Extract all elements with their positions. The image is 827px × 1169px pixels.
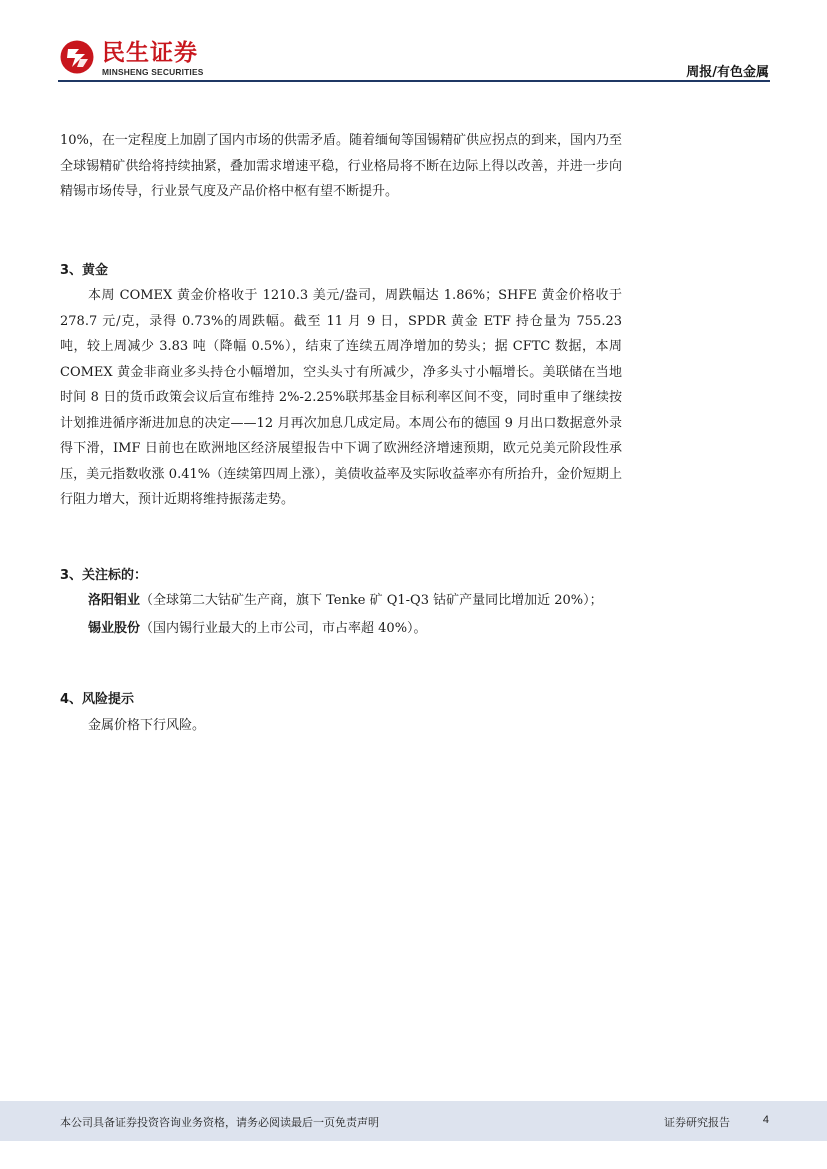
section-heading-risk: 4、风险提示 [60, 692, 135, 707]
stock-description: （全球第二大钴矿生产商，旗下 Tenke 矿 Q1-Q3 钴矿产量同比增加近 20%）； [140, 593, 603, 608]
report-body [60, 128, 622, 738]
section-heading-gold: 3、黄金 [60, 262, 109, 278]
footer-report-label: 证券研究报告 [664, 1116, 730, 1129]
watchlist-item [60, 616, 622, 642]
header-divider [58, 80, 770, 82]
intro-paragraph: 10%，在一定程度上加剧了国内市场的供需矛盾。随着缅甸等国锡精矿供应拐点的到来，国内乃至全球锡精矿供给将持续抽紧，叠加需求增速平稳，行业格局将不断在边际上得以改善，并进一步向精锡市场传导，行业景气度及产品价格中枢有望不断提升。 [60, 133, 622, 199]
page-footer [0, 1101, 827, 1141]
logo-text-en: MINSHENG SECURITIES [102, 67, 204, 77]
watchlist-item [60, 588, 622, 614]
gold-paragraph: 本周 COMEX 黄金价格收于 1210.3 美元/盎司，周跌幅达 1.86%；SHFE 黄金价格收于 278.7 元/克，录得 0.73%的周跌幅。截至 11 月 9 日，SPDR 黄金 ETF 持仓量为 755.23 吨，较上周减少 3.83 吨（降幅 0.5%），结束了连续五周净增加的势头；据 CFTC 数据，本周 COMEX 黄金非商业多头持仓小幅增加，空头头寸有所减少，净多头寸小幅增长。美联储在当地时间 8 日的货币政策会议后宣布维持 2%-2.25%联邦基金目标利率区间不变，同时重申了继续按计划推进循序渐进加息的决定——12 月再次加息几成定局。本周公布的德国 9 月出口数据意外录得下滑，IMF 日前也在欧洲地区经济展望报告中下调了欧洲经济增速预期，欧元兑美元阶段性承压，美元指数收涨 0.41%（连续第四周上涨），美债收益率及实际收益率亦有所抬升，金价短期上行阻力增大，预计近期将维持振荡走势。 [60, 288, 622, 507]
report-category-title: 周报/有色金属 [686, 65, 769, 80]
section-heading-watchlist: 3、关注标的： [60, 567, 148, 583]
spacer [60, 205, 622, 258]
stock-description: （国内锡行业最大的上市公司，市占率超 40%）。 [140, 620, 427, 636]
spacer [60, 513, 622, 563]
stock-name: 锡业股份 [88, 620, 141, 636]
risk-paragraph: 金属价格下行风险。 [88, 717, 206, 733]
page-number: 4 [762, 1114, 769, 1126]
logo-text-cn: 民生证券 [102, 40, 198, 66]
page-header [0, 0, 827, 84]
footer-disclaimer: 本公司具备证券投资咨询业务资格，请务必阅读最后一页免责声明 [60, 1116, 379, 1129]
minsheng-logo-icon [60, 40, 94, 74]
spacer [60, 641, 622, 687]
stock-name: 洛阳钼业 [88, 593, 141, 608]
